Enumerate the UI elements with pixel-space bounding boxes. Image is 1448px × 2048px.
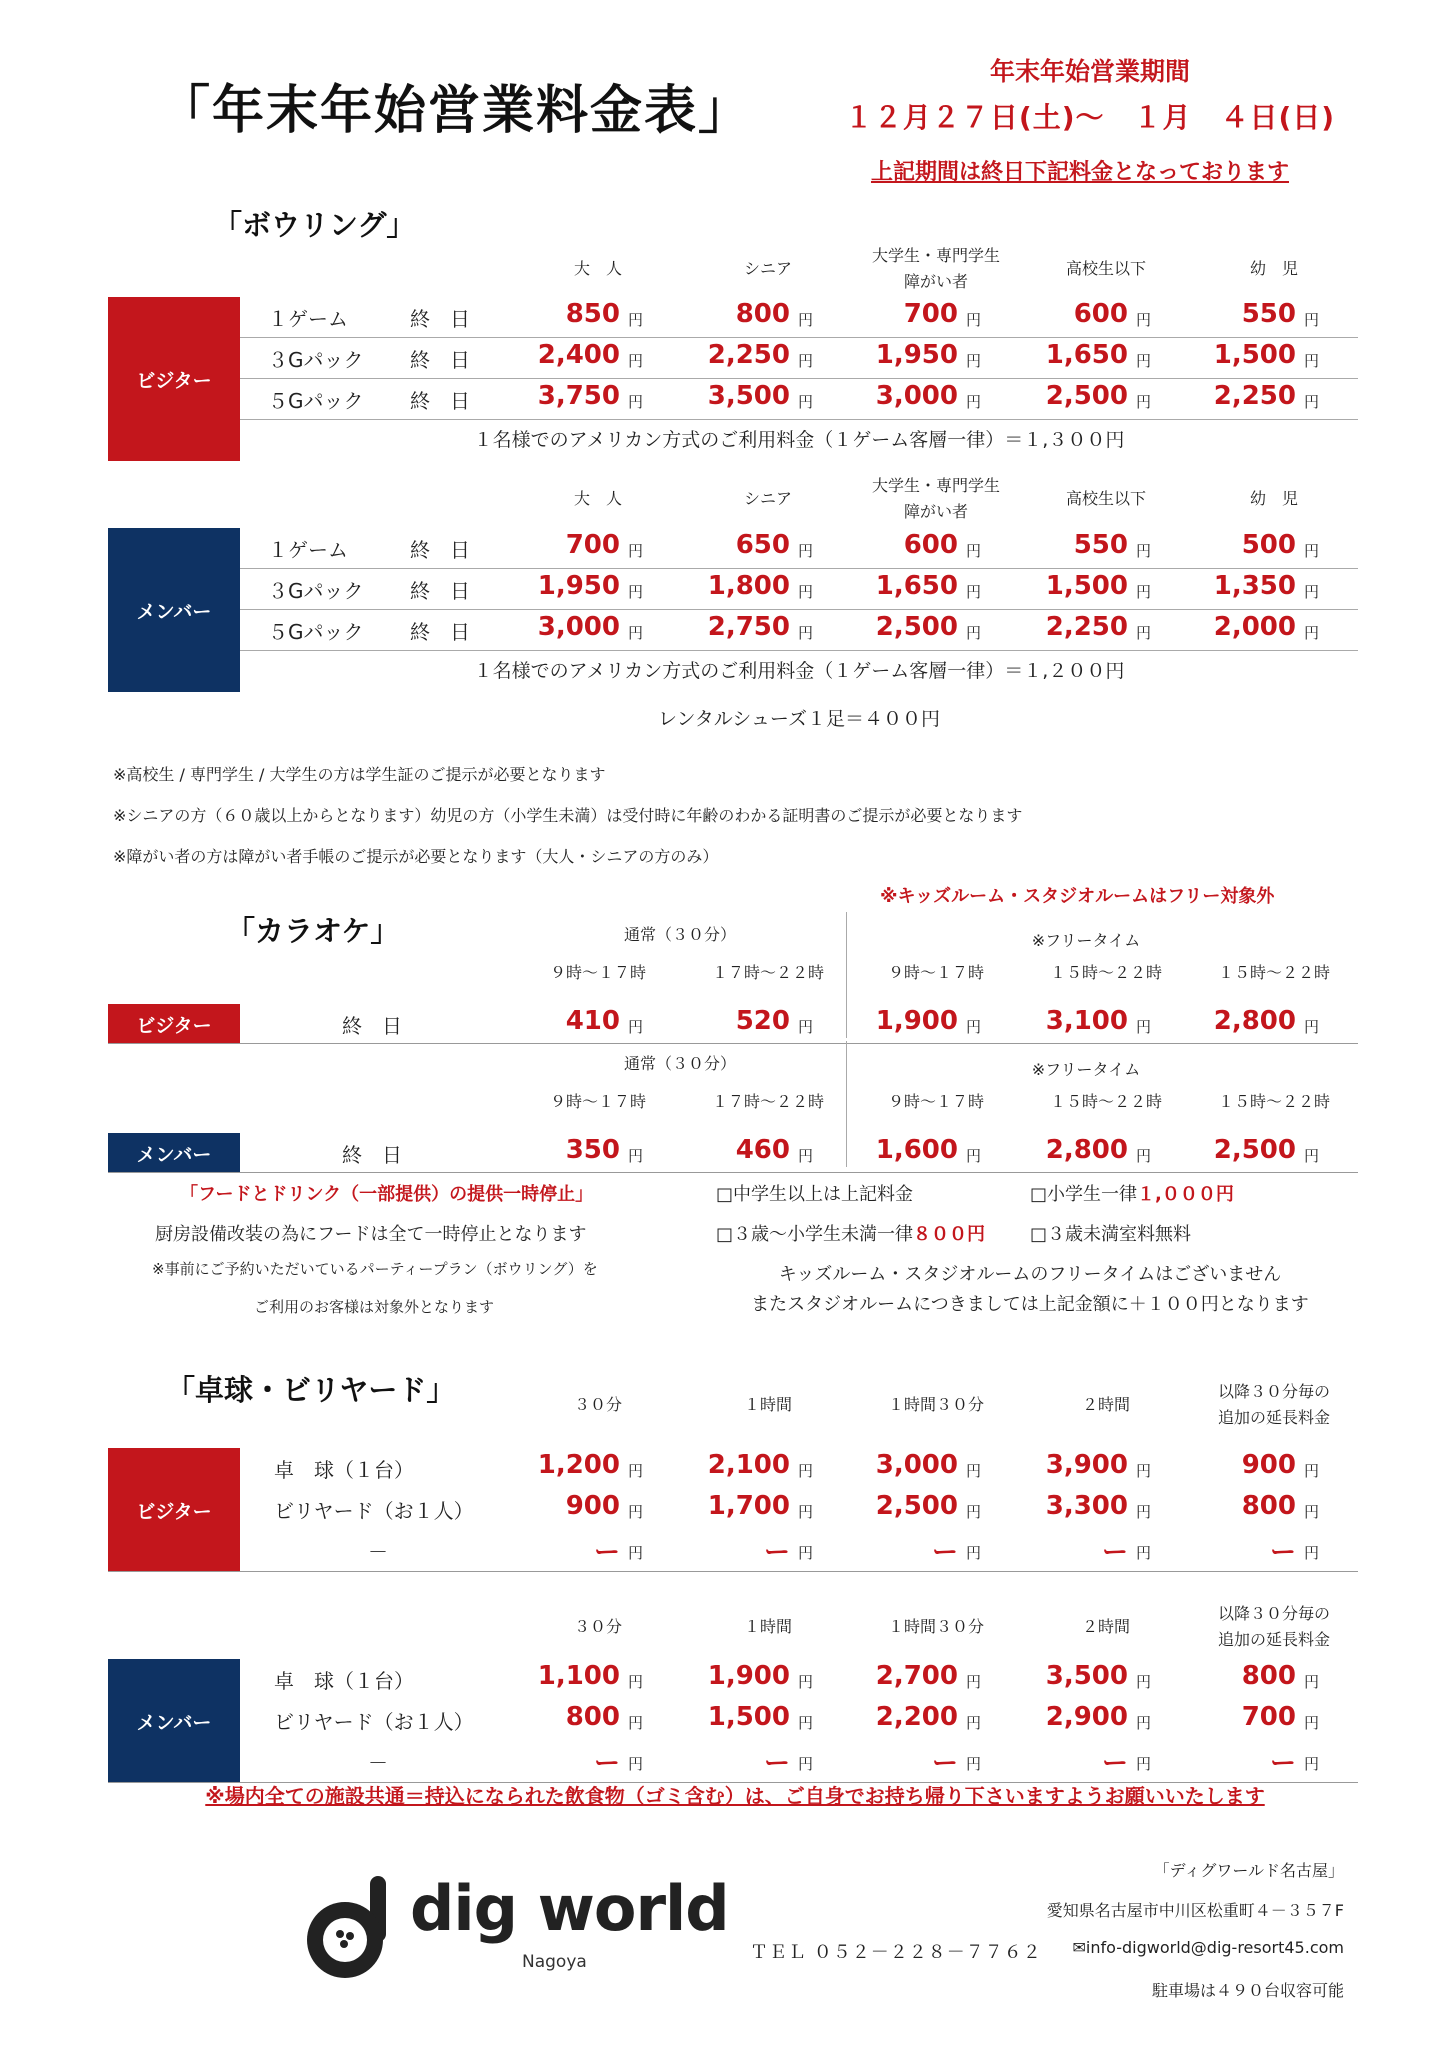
billiards-visitor-header-3-0: ２時間 [1081, 1395, 1130, 1414]
bowling-member-header-1-0: シニア [743, 489, 792, 508]
billiards-visitor-header-1-0: １時間 [743, 1395, 792, 1414]
billiards-member-price-0-4: 800 [1241, 1661, 1296, 1691]
billiards-member-price-1-3-yen: 円 [1136, 1714, 1152, 1732]
billiards-visitor-price-0-1-yen: 円 [798, 1462, 814, 1480]
billiards-visitor-price-1-4-yen: 円 [1304, 1503, 1320, 1521]
visitor-price-1-3: 1,650 [1045, 340, 1128, 370]
bowling-visitor-header-2-0: 大学生・専門学生 [871, 246, 1000, 265]
billiards-visitor-price-0-0: 1,200 [537, 1450, 620, 1480]
billiards-member-price-0-1-yen: 円 [798, 1673, 814, 1691]
member-price-2-4-yen: 円 [1304, 624, 1320, 642]
karaoke-option-4: □３歳未満室料無料 [1030, 1224, 1192, 1245]
bowling-visitor-header-0-0: 大 人 [573, 259, 622, 278]
billiards-member-header-1-0: １時間 [743, 1617, 792, 1636]
visitor-price-1-1-yen: 円 [798, 352, 814, 370]
billiards-member-header-4-0: 以降３０分毎の [1217, 1604, 1330, 1623]
karaoke-visitor-normal-label: 通常（３０分） [623, 925, 736, 944]
visitor-price-1-4: 1,500 [1213, 340, 1296, 370]
billiards-member-price-2-0: ー [593, 1749, 620, 1779]
member-price-2-2-yen: 円 [966, 624, 982, 642]
food-line-2: ※事前にご予約いただいているパーティープラン（ボウリング）を [152, 1260, 598, 1278]
bowling-note-0: ※高校生 / 専門学生 / 大学生の方は学生証のご提示が必要となります [113, 765, 606, 784]
member-price-0-3-yen: 円 [1136, 542, 1152, 560]
member-price-1-3: 1,500 [1045, 571, 1128, 601]
billiards-member-header-3-0: ２時間 [1081, 1617, 1130, 1636]
billiards-visitor-price-1-0-yen: 円 [628, 1503, 644, 1521]
logo-text: dig world [410, 1872, 729, 1945]
billiards-member-price-0-4-yen: 円 [1304, 1673, 1320, 1691]
member-price-1-3-yen: 円 [1136, 583, 1152, 601]
member-price-0-1-yen: 円 [798, 542, 814, 560]
billiards-member-price-1-4: 700 [1241, 1702, 1296, 1732]
billiards-visitor-price-0-4-yen: 円 [1304, 1462, 1320, 1480]
billiards-member-price-0-0-yen: 円 [628, 1673, 644, 1691]
visitor-price-0-2-yen: 円 [966, 311, 982, 329]
billiards-visitor-price-2-3: ー [1101, 1538, 1128, 1568]
karaoke-option-1: □中学生以上は上記料金 [716, 1184, 914, 1205]
visitor-row-divider [240, 378, 1358, 379]
member-price-0-3: 550 [1073, 530, 1128, 560]
billiards-member-price-2-0-yen: 円 [628, 1755, 644, 1773]
visitor-price-2-2-yen: 円 [966, 393, 982, 411]
period-dates: １２月２７日(土)～ １月 ４日(日) [844, 101, 1336, 134]
billiards-member-price-0-0: 1,100 [537, 1661, 620, 1691]
karaoke-member-time-1: １７時～２２時 [711, 1092, 824, 1111]
billiards-visitor-row-2-name: － [368, 1540, 388, 1564]
member-billiards-badge: メンバー [108, 1659, 240, 1783]
period-note: 上記期間は終日下記料金となっております [870, 160, 1289, 185]
visitor-price-1-2: 1,950 [875, 340, 958, 370]
karaoke-bottom-line [108, 1043, 1358, 1044]
billiards-visitor-price-2-2-yen: 円 [966, 1544, 982, 1562]
member-price-2-0-yen: 円 [628, 624, 644, 642]
footer-name: 「ディグワールド名古屋」 [1153, 1861, 1344, 1880]
billiards-member-price-1-0: 800 [565, 1702, 620, 1732]
logo [300, 1872, 729, 1982]
visitor-price-2-0-yen: 円 [628, 393, 644, 411]
member-price-1-4: 1,350 [1213, 571, 1296, 601]
visitor-row-divider [240, 337, 1358, 338]
member-price-0-0-yen: 円 [628, 542, 644, 560]
billiards-member-price-2-4: ー [1269, 1749, 1296, 1779]
member-price-0-4-yen: 円 [1304, 542, 1320, 560]
member-row-0-name: １ゲーム [268, 538, 348, 562]
karaoke-visitor-time-label: 終 日 [342, 1014, 402, 1038]
visitor-price-0-4: 550 [1241, 299, 1296, 329]
food-line-3: ご利用のお客様は対象外となります [254, 1298, 495, 1316]
karaoke-member-time-4: １５時～２２時 [1217, 1092, 1330, 1111]
billiards-member-header-4-1: 追加の延長料金 [1217, 1630, 1330, 1649]
karaoke-member-time-3: １５時～２２時 [1049, 1092, 1162, 1111]
page-title: 「年末年始営業料金表」 [158, 81, 753, 141]
billiards-member-header-0-0: ３０分 [573, 1617, 622, 1636]
karaoke-kids-note: ※キッズルーム・スタジオルームはフリー対象外 [880, 886, 1275, 907]
visitor-price-1-4-yen: 円 [1304, 352, 1320, 370]
billiards-member-price-1-2: 2,200 [875, 1702, 958, 1732]
billiards-member-header-2-0: １時間３０分 [887, 1617, 984, 1636]
karaoke-visitor-time-1: １７時～２２時 [711, 963, 824, 982]
billiards-visitor-price-1-2-yen: 円 [966, 1503, 982, 1521]
visitor-row-0-time: 終 日 [410, 307, 470, 331]
billiards-member-row-0-name: 卓 球（１台） [274, 1669, 414, 1693]
period-label: 年末年始営業期間 [989, 57, 1190, 86]
logo-sub: Nagoya [522, 1952, 587, 1972]
member-price-2-1-yen: 円 [798, 624, 814, 642]
karaoke-visitor-time-4: １５時～２２時 [1217, 963, 1330, 982]
visitor-billiards-badge: ビジター [108, 1448, 240, 1572]
karaoke-member-price-4: 2,500 [1213, 1135, 1296, 1165]
billiards-member-price-1-2-yen: 円 [966, 1714, 982, 1732]
karaoke-member-price-1-yen: 円 [798, 1147, 814, 1165]
visitor-price-2-0: 3,750 [537, 381, 620, 411]
visitor-row-2-time: 終 日 [410, 389, 470, 413]
member-price-2-3-yen: 円 [1136, 624, 1152, 642]
member-price-0-2: 600 [903, 530, 958, 560]
visitor-row-2-name: ５Gパック [268, 389, 364, 413]
billiards-member-price-1-3: 2,900 [1045, 1702, 1128, 1732]
visitor-price-2-3-yen: 円 [1136, 393, 1152, 411]
member-price-2-0: 3,000 [537, 612, 620, 642]
billiards-member-price-2-2-yen: 円 [966, 1755, 982, 1773]
visitor-price-2-1-yen: 円 [798, 393, 814, 411]
visitor-american-note: １名様でのアメリカン方式のご利用料金（１ゲーム客層一律）＝１,３００円 [473, 429, 1125, 451]
karaoke-member-price-4-yen: 円 [1304, 1147, 1320, 1165]
billiards-visitor-price-1-4: 800 [1241, 1491, 1296, 1521]
member-price-0-1: 650 [735, 530, 790, 560]
karaoke-visitor-free-label: ※フリータイム [1031, 931, 1141, 950]
billiards-member-price-0-2: 2,700 [875, 1661, 958, 1691]
karaoke-option-2: □小学生一律１,０００円 [1030, 1184, 1234, 1205]
billiards-member-price-0-3-yen: 円 [1136, 1673, 1152, 1691]
member-row-divider [240, 609, 1358, 610]
billiards-member-price-1-4-yen: 円 [1304, 1714, 1320, 1732]
billiards-member-price-0-2-yen: 円 [966, 1673, 982, 1691]
billiards-visitor-row-0-name: 卓 球（１台） [274, 1458, 414, 1482]
visitor-price-2-2: 3,000 [875, 381, 958, 411]
billiards-member-price-2-3-yen: 円 [1136, 1755, 1152, 1773]
karaoke-member-normal-label: 通常（３０分） [623, 1054, 736, 1073]
billiards-visitor-price-1-1-yen: 円 [798, 1503, 814, 1521]
billiards-member-price-0-3: 3,500 [1045, 1661, 1128, 1691]
member-row-1-name: ３Gパック [268, 579, 364, 603]
billiards-visitor-price-0-2-yen: 円 [966, 1462, 982, 1480]
member-price-1-0-yen: 円 [628, 583, 644, 601]
shoes-rental: レンタルシューズ１足＝４００円 [658, 708, 940, 730]
karaoke-visitor-price-4-yen: 円 [1304, 1018, 1320, 1036]
member-karaoke-badge: メンバー [108, 1133, 240, 1173]
billiards-title: 「卓球・ビリヤード」 [166, 1373, 456, 1407]
karaoke-member-free-label: ※フリータイム [1031, 1060, 1141, 1079]
visitor-row-divider [240, 419, 1358, 420]
billiards-bottom-line [108, 1571, 1358, 1572]
billiards-visitor-price-2-2: ー [931, 1538, 958, 1568]
billiards-visitor-price-1-3-yen: 円 [1136, 1503, 1152, 1521]
member-price-2-1: 2,750 [707, 612, 790, 642]
footer-tel: ＴＥＬ ０５２－２２８－７７６２ [750, 1942, 1042, 1963]
member-american-note: １名様でのアメリカン方式のご利用料金（１ゲーム客層一律）＝１,２００円 [473, 660, 1125, 682]
karaoke-visitor-time-3: １５時～２２時 [1049, 963, 1162, 982]
billiards-visitor-price-2-1: ー [763, 1538, 790, 1568]
visitor-price-1-2-yen: 円 [966, 352, 982, 370]
billiards-visitor-row-1-name: ビリヤード（お１人） [274, 1499, 474, 1523]
footer-address: 愛知県名古屋市中川区松重町４－３５７F [1046, 1901, 1344, 1920]
karaoke-visitor-price-3-yen: 円 [1136, 1018, 1152, 1036]
karaoke-visitor-price-1: 520 [735, 1006, 790, 1036]
karaoke-member-price-2: 1,600 [875, 1135, 958, 1165]
karaoke-visitor-price-0: 410 [565, 1006, 620, 1036]
visitor-price-1-3-yen: 円 [1136, 352, 1152, 370]
karaoke-member-price-3: 2,800 [1045, 1135, 1128, 1165]
visitor-price-2-4-yen: 円 [1304, 393, 1320, 411]
member-row-0-time: 終 日 [410, 538, 470, 562]
visitor-price-1-0-yen: 円 [628, 352, 644, 370]
bowling-visitor-header-1-0: シニア [743, 259, 792, 278]
karaoke-member-price-2-yen: 円 [966, 1147, 982, 1165]
visitor-price-2-4: 2,250 [1213, 381, 1296, 411]
billiards-member-row-2-name: － [368, 1751, 388, 1775]
billiards-visitor-price-0-3-yen: 円 [1136, 1462, 1152, 1480]
billiards-visitor-price-2-1-yen: 円 [798, 1544, 814, 1562]
billiards-member-price-2-4-yen: 円 [1304, 1755, 1320, 1773]
billiards-member-price-0-1: 1,900 [707, 1661, 790, 1691]
visitor-price-2-1: 3,500 [707, 381, 790, 411]
visitor-price-0-3-yen: 円 [1136, 311, 1152, 329]
visitor-row-1-time: 終 日 [410, 348, 470, 372]
visitor-price-0-2: 700 [903, 299, 958, 329]
billiards-visitor-price-0-2: 3,000 [875, 1450, 958, 1480]
food-title: 「フードとドリンク（一部提供）の提供一時停止」 [180, 1184, 594, 1205]
bowling-title: 「ボウリング」 [213, 208, 416, 242]
karaoke-visitor-price-1-yen: 円 [798, 1018, 814, 1036]
member-row-divider [240, 568, 1358, 569]
billiards-visitor-price-1-0: 900 [565, 1491, 620, 1521]
karaoke-member-price-1: 460 [735, 1135, 790, 1165]
member-price-0-0: 700 [565, 530, 620, 560]
bowling-note-2: ※障がい者の方は障がい者手帳のご提示が必要となります（大人・シニアの方のみ） [113, 847, 719, 866]
member-price-2-4: 2,000 [1213, 612, 1296, 642]
karaoke-title: 「カラオケ」 [226, 914, 400, 948]
bottom-note: ※場内全ての施設共通＝持込になられた飲食物（ゴミ含む）は、ご自身でお持ち帰り下さいますようお願いいたします [205, 1784, 1265, 1808]
billiards-visitor-price-2-3-yen: 円 [1136, 1544, 1152, 1562]
member-price-1-2: 1,650 [875, 571, 958, 601]
billiards-visitor-price-2-0: ー [593, 1538, 620, 1568]
bowling-member-header-2-1: 障がい者 [903, 502, 968, 521]
karaoke-member-time-label: 終 日 [342, 1143, 402, 1167]
visitor-price-0-1-yen: 円 [798, 311, 814, 329]
footer-parking: 駐車場は４９０台収容可能 [1151, 1981, 1344, 2000]
billiards-visitor-price-0-3: 3,900 [1045, 1450, 1128, 1480]
karaoke-visitor-time-0: ９時～１７時 [549, 963, 646, 982]
billiards-visitor-price-2-4-yen: 円 [1304, 1544, 1320, 1562]
karaoke-visitor-price-3: 3,100 [1045, 1006, 1128, 1036]
member-row-2-name: ５Gパック [268, 620, 364, 644]
member-price-2-2: 2,500 [875, 612, 958, 642]
billiards-member-price-2-1: ー [763, 1749, 790, 1779]
member-price-1-0: 1,950 [537, 571, 620, 601]
billiards-visitor-header-2-0: １時間３０分 [887, 1395, 984, 1414]
karaoke-member-time-2: ９時～１７時 [887, 1092, 984, 1111]
visitor-row-0-name: １ゲーム [268, 307, 348, 331]
member-price-2-3: 2,250 [1045, 612, 1128, 642]
bowling-visitor-header-3-0: 高校生以下 [1065, 259, 1146, 278]
member-price-1-2-yen: 円 [966, 583, 982, 601]
bowling-visitor-header-4-0: 幼 児 [1249, 259, 1298, 278]
visitor-price-0-4-yen: 円 [1304, 311, 1320, 329]
karaoke-member-price-0-yen: 円 [628, 1147, 644, 1165]
kids-line-1: キッズルーム・スタジオルームのフリータイムはございません [778, 1264, 1282, 1285]
billiards-member-price-1-1-yen: 円 [798, 1714, 814, 1732]
karaoke-member-time-0: ９時～１７時 [549, 1092, 646, 1111]
billiards-member-price-1-1: 1,500 [707, 1702, 790, 1732]
billiards-visitor-price-0-1: 2,100 [707, 1450, 790, 1480]
visitor-price-0-0: 850 [565, 299, 620, 329]
billiards-member-price-1-0-yen: 円 [628, 1714, 644, 1732]
billiards-visitor-price-2-0-yen: 円 [628, 1544, 644, 1562]
bowling-visitor-header-2-1: 障がい者 [903, 272, 968, 291]
billiards-member-price-2-2: ー [931, 1749, 958, 1779]
billiards-visitor-price-0-0-yen: 円 [628, 1462, 644, 1480]
kids-line-2: またスタジオルームにつきましては上記金額に＋１００円となります [751, 1294, 1309, 1315]
karaoke-member-price-0: 350 [565, 1135, 620, 1165]
member-price-0-2-yen: 円 [966, 542, 982, 560]
karaoke-member-price-3-yen: 円 [1136, 1147, 1152, 1165]
member-badge: メンバー [108, 528, 240, 692]
visitor-price-0-3: 600 [1073, 299, 1128, 329]
bowling-note-1: ※シニアの方（６０歳以上からとなります）幼児の方（小学生未満）は受付時に年齢のわかる証明書のご提示が必要となります [113, 806, 1023, 825]
member-price-0-4: 500 [1241, 530, 1296, 560]
bowling-member-header-3-0: 高校生以下 [1065, 489, 1146, 508]
bowling-ball-logo-icon [300, 1872, 410, 1982]
bowling-member-header-2-0: 大学生・専門学生 [871, 476, 1000, 495]
billiards-visitor-price-2-4: ー [1269, 1538, 1296, 1568]
billiards-visitor-price-1-2: 2,500 [875, 1491, 958, 1521]
visitor-price-0-1: 800 [735, 299, 790, 329]
karaoke-bottom-line [108, 1172, 1358, 1173]
karaoke-visitor-price-2-yen: 円 [966, 1018, 982, 1036]
food-line-1: 厨房設備改装の為にフードは全て一時停止となります [155, 1224, 587, 1245]
karaoke-option-3: □３歳～小学生未満一律８００円 [716, 1224, 986, 1245]
visitor-badge: ビジター [108, 297, 240, 461]
billiards-member-row-1-name: ビリヤード（お１人） [274, 1710, 474, 1734]
visitor-karaoke-badge: ビジター [108, 1004, 240, 1044]
visitor-row-1-name: ３Gパック [268, 348, 364, 372]
member-price-1-1-yen: 円 [798, 583, 814, 601]
billiards-member-price-2-3: ー [1101, 1749, 1128, 1779]
billiards-visitor-header-4-1: 追加の延長料金 [1217, 1408, 1330, 1427]
billiards-visitor-price-1-3: 3,300 [1045, 1491, 1128, 1521]
visitor-price-1-0: 2,400 [537, 340, 620, 370]
member-price-1-1: 1,800 [707, 571, 790, 601]
billiards-member-price-2-1-yen: 円 [798, 1755, 814, 1773]
karaoke-visitor-price-2: 1,900 [875, 1006, 958, 1036]
visitor-price-1-1: 2,250 [707, 340, 790, 370]
member-row-1-time: 終 日 [410, 579, 470, 603]
karaoke-visitor-price-0-yen: 円 [628, 1018, 644, 1036]
karaoke-visitor-price-4: 2,800 [1213, 1006, 1296, 1036]
visitor-price-2-3: 2,500 [1045, 381, 1128, 411]
footer-email[interactable]: ✉info-digworld@dig-resort45.com [1072, 1938, 1344, 1957]
member-row-2-time: 終 日 [410, 620, 470, 644]
billiards-visitor-header-4-0: 以降３０分毎の [1217, 1382, 1330, 1401]
visitor-price-0-0-yen: 円 [628, 311, 644, 329]
karaoke-visitor-time-2: ９時～１７時 [887, 963, 984, 982]
billiards-visitor-header-0-0: ３０分 [573, 1395, 622, 1414]
bowling-member-header-0-0: 大 人 [573, 489, 622, 508]
billiards-visitor-price-1-1: 1,700 [707, 1491, 790, 1521]
member-row-divider [240, 650, 1358, 651]
billiards-visitor-price-0-4: 900 [1241, 1450, 1296, 1480]
bowling-member-header-4-0: 幼 児 [1249, 489, 1298, 508]
member-price-1-4-yen: 円 [1304, 583, 1320, 601]
